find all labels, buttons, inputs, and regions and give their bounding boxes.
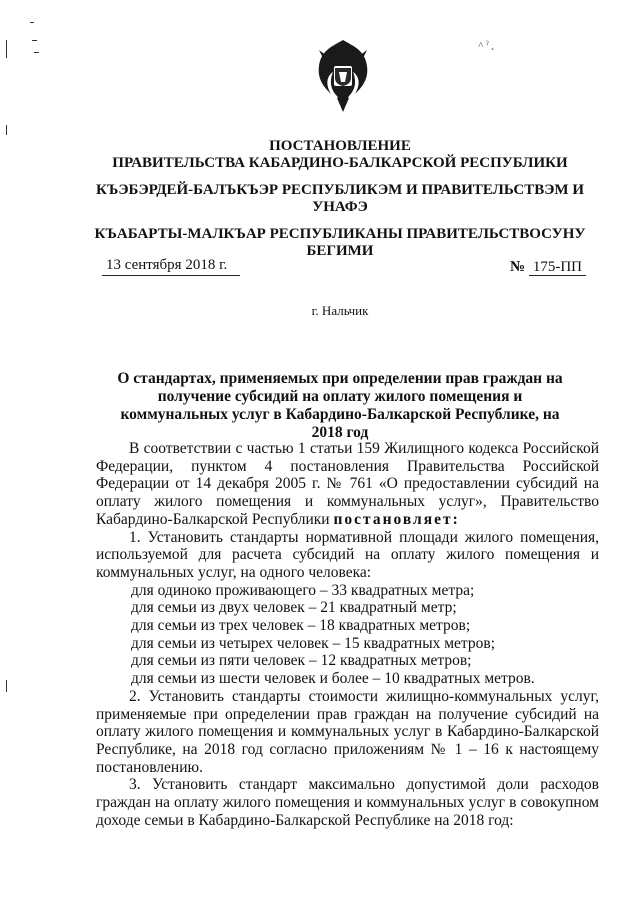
scan-mark: [6, 40, 7, 58]
list-item: для семьи из двух человек – 21 квадратный метр;: [131, 599, 457, 617]
scan-mark: [6, 125, 7, 135]
list-item: для семьи из трех человек – 18 квадратных метров;: [131, 617, 471, 635]
document-type-title: ПОСТАНОВЛЕНИЕ: [269, 138, 411, 154]
paragraph-2: 2. Установить стандарты стоимости жилищно-коммунальных услуг, применяемые при определении прав граждан на получение субсидий на оплату жилого помещения и коммунальных услуг в Кабардино-Балкарской Республике, на 2018 год согласно приложениям № 1 – 16 к настоящему постановлению.: [96, 687, 599, 776]
scan-mark: ˄ ˀ ˛: [478, 40, 495, 51]
number-value: 175-ПП: [529, 259, 586, 276]
balkar-title: КЪАБАРТЫ-МАЛКЪАР РЕСПУБЛИКАНЫ ПРАВИТЕЛЬСТВОСУНУ БЕГИМИ: [94, 226, 586, 259]
paragraph-3: 3. Установить стандарт максимально допустимой доли расходов граждан на оплату жилого помещения и коммунальных услуг в совокупном доходе семьи в Кабардино-Балкарской Республике на 2018 год:: [96, 776, 599, 829]
intro-text: В соответствии с частью 1 статьи 159 Жилищного кодекса Российской Федерации, пунктом 4 постановления Правительства Российской Федерации от 14 декабря 2005 г. № 761 «О предоставлении субсидий на оплату жилого помещения и коммунальных услуг», Правительство Кабардино-Балкарской Республики: [96, 440, 599, 528]
issuer-title: ПРАВИТЕЛЬСТВА КАБАРДИНО-БАЛКАРСКОЙ РЕСПУБЛИКИ: [112, 155, 568, 171]
list-item: для семьи из четырех человек – 15 квадратных метров;: [131, 634, 496, 652]
coat-of-arms-emblem: [313, 36, 373, 116]
document-body: [96, 440, 599, 829]
scan-mark: [6, 680, 7, 692]
header-block: [80, 138, 600, 172]
paragraph-1: 1. Установить стандарты нормативной площади жилого помещения, используемой для расчета субсидий на оплату жилого помещения и коммунальных услуг, на одного человека:: [96, 528, 599, 581]
list-item: для семьи из шести человек и более – 10 квадратных метров.: [131, 670, 535, 688]
list-item: для одиноко проживающего – 33 квадратных метра;: [131, 581, 475, 599]
scan-mark: [32, 40, 37, 41]
document-subject: О стандартах, применяемых при определении прав граждан на получение субсидий на оплату жилого помещения и коммунальных услуг в Кабардино-Балкарской Республике, на 2018 год: [117, 370, 563, 441]
document-number: [510, 259, 586, 276]
decree-word: постановляет:: [333, 510, 460, 528]
kabardian-title: КЪЭБЭРДЕЙ-БАЛЪКЪЭР РЕСПУБЛИКЭМ И ПРАВИТЕЛЬСТВЭМ И УНАФЭ: [96, 182, 584, 215]
scan-mark: [30, 22, 34, 23]
number-sign: №: [510, 259, 526, 275]
scan-mark: [34, 52, 39, 53]
city-label: г. Нальчик: [311, 303, 369, 318]
list-item: для семьи из пяти человек – 12 квадратных метров;: [131, 652, 472, 670]
document-date: 13 сентября 2018 г.: [102, 257, 240, 276]
intro-paragraph: [96, 440, 599, 529]
